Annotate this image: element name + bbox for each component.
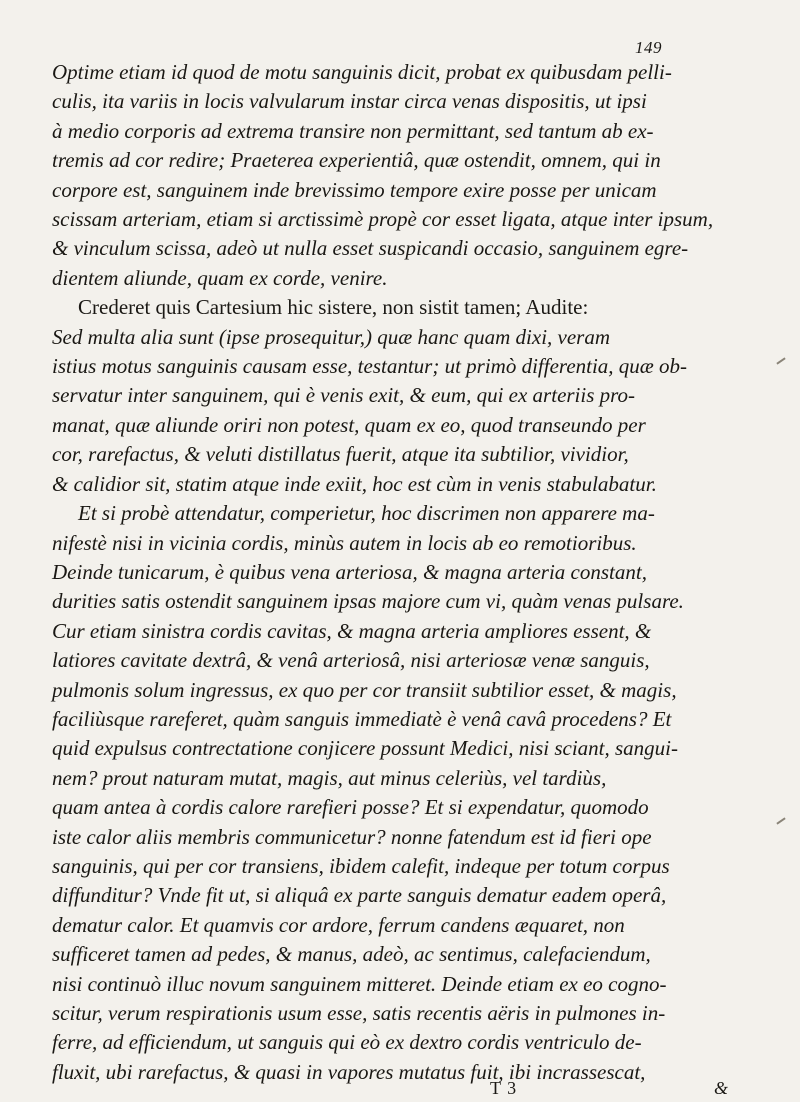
page-edge-mark: [776, 357, 785, 364]
text-line: Crederet quis Cartesium hic sistere, non sistit tamen; Audite:: [78, 295, 589, 320]
text-line: quam antea à cordis calore rarefieri posse? Et si expendatur, quomodo: [52, 795, 649, 820]
text-line: durities satis ostendit sanguinem ipsas majore cum vi, quàm venas pulsare.: [52, 589, 684, 614]
text-line: nem? prout naturam mutat, magis, aut minus celeriùs, vel tardiùs,: [52, 765, 607, 790]
text-line: fluxit, ubi rarefactus, & quasi in vapores mutatus fuit, ibi incrassescat,: [52, 1059, 646, 1084]
text-line: & vinculum scissa, adeò ut nulla esset suspicandi occasio, sanguinem egre-: [52, 236, 689, 261]
text-line: istius motus sanguinis causam esse, testantur; ut primò differentia, quæ ob-: [52, 354, 688, 379]
text-line: cor, rarefactus, & veluti distillatus fuerit, atque ita subtilior, vividior,: [52, 442, 629, 467]
text-line: à medio corporis ad extrema transire non permittant, sed tantum ab ex-: [52, 118, 654, 143]
text-line: diffunditur? Vnde fit ut, si aliquâ ex parte sanguis dematur eadem operâ,: [52, 883, 667, 908]
text-line: dientem aliunde, quam ex corde, venire.: [52, 265, 388, 290]
text-line: iste calor aliis membris communicetur? nonne fatendum est id fieri ope: [52, 824, 652, 849]
text-line: manat, quæ aliunde oriri non potest, quam ex eo, quod transeundo per: [52, 412, 646, 437]
text-line: Sed multa alia sunt (ipse prosequitur,) quæ hanc quam dixi, veram: [52, 324, 611, 349]
text-line: quid expulsus contrectatione conjicere possunt Medici, nisi sciant, sangui-: [52, 736, 679, 761]
text-line: scitur, verum respirationis usum esse, satis recentis aëris in pulmones in-: [52, 1001, 666, 1025]
text-line: scissam arteriam, etiam si arctissimè propè cor esset ligata, atque inter ipsum,: [52, 207, 714, 232]
body-text: [52, 58, 742, 1087]
text-line: sufficeret tamen ad pedes, & manus, adeò, ac sentimus, calefaciendum,: [52, 942, 651, 967]
text-line: ferre, ad efficiendum, ut sanguis qui eò ex dextro cordis ventriculo de-: [52, 1030, 642, 1055]
text-line: servatur inter sanguinem, qui è venis exit, & eum, qui ex arteriis pro-: [52, 383, 636, 408]
text-line: pulmonis solum ingressus, ex quo per cor transiit subtilior esset, & magis,: [52, 677, 677, 702]
text-line: & calidior sit, statim atque inde exiit, hoc est cùm in venis stabulabatur.: [52, 471, 657, 496]
text-line: culis, ita variis in locis valvularum instar circa venas dispositis, ut ipsi: [52, 89, 647, 114]
text-line: Deinde tunicarum, è quibus vena arteriosa, & magna arteria constant,: [52, 559, 647, 584]
text-line: latiores cavitate dextrâ, & venâ arteriosâ, nisi arteriosæ venæ sanguis,: [52, 648, 650, 673]
text-line: Et si probè attendatur, comperietur, hoc discrimen non apparere ma-: [78, 501, 655, 526]
text-line: Optime etiam id quod de motu sanguinis dicit, probat ex quibusdam pelli-: [52, 60, 672, 84]
text-line: nifestè nisi in vicinia cordis, minùs autem in locis ab eo remotioribus.: [52, 530, 637, 555]
text-line: faciliùsque rareferet, quàm sanguis immediatè è venâ cavâ procedens? Et: [52, 706, 672, 731]
text-line: tremis ad cor redire; Praeterea experientiâ, quæ ostendit, omnem, qui in: [52, 148, 661, 173]
page-number: 149: [635, 38, 662, 57]
page-edge-mark: [776, 817, 785, 824]
text-line: nisi continuò illuc novum sanguinem mitteret. Deinde etiam ex eo cogno-: [52, 971, 667, 996]
text-line: Cur etiam sinistra cordis cavitas, & magna arteria ampliores essent, &: [52, 618, 652, 643]
catchword: &: [714, 1078, 729, 1098]
text-line: corpore est, sanguinem inde brevissimo tempore exire posse per unicam: [52, 177, 657, 202]
text-line: dematur calor. Et quamvis cor ardore, ferrum candens æquaret, non: [52, 912, 625, 937]
signature-mark: T 3: [490, 1078, 518, 1098]
text-line: sanguinis, qui per cor transiens, ibidem calefit, indeque per totum corpus: [52, 853, 670, 878]
